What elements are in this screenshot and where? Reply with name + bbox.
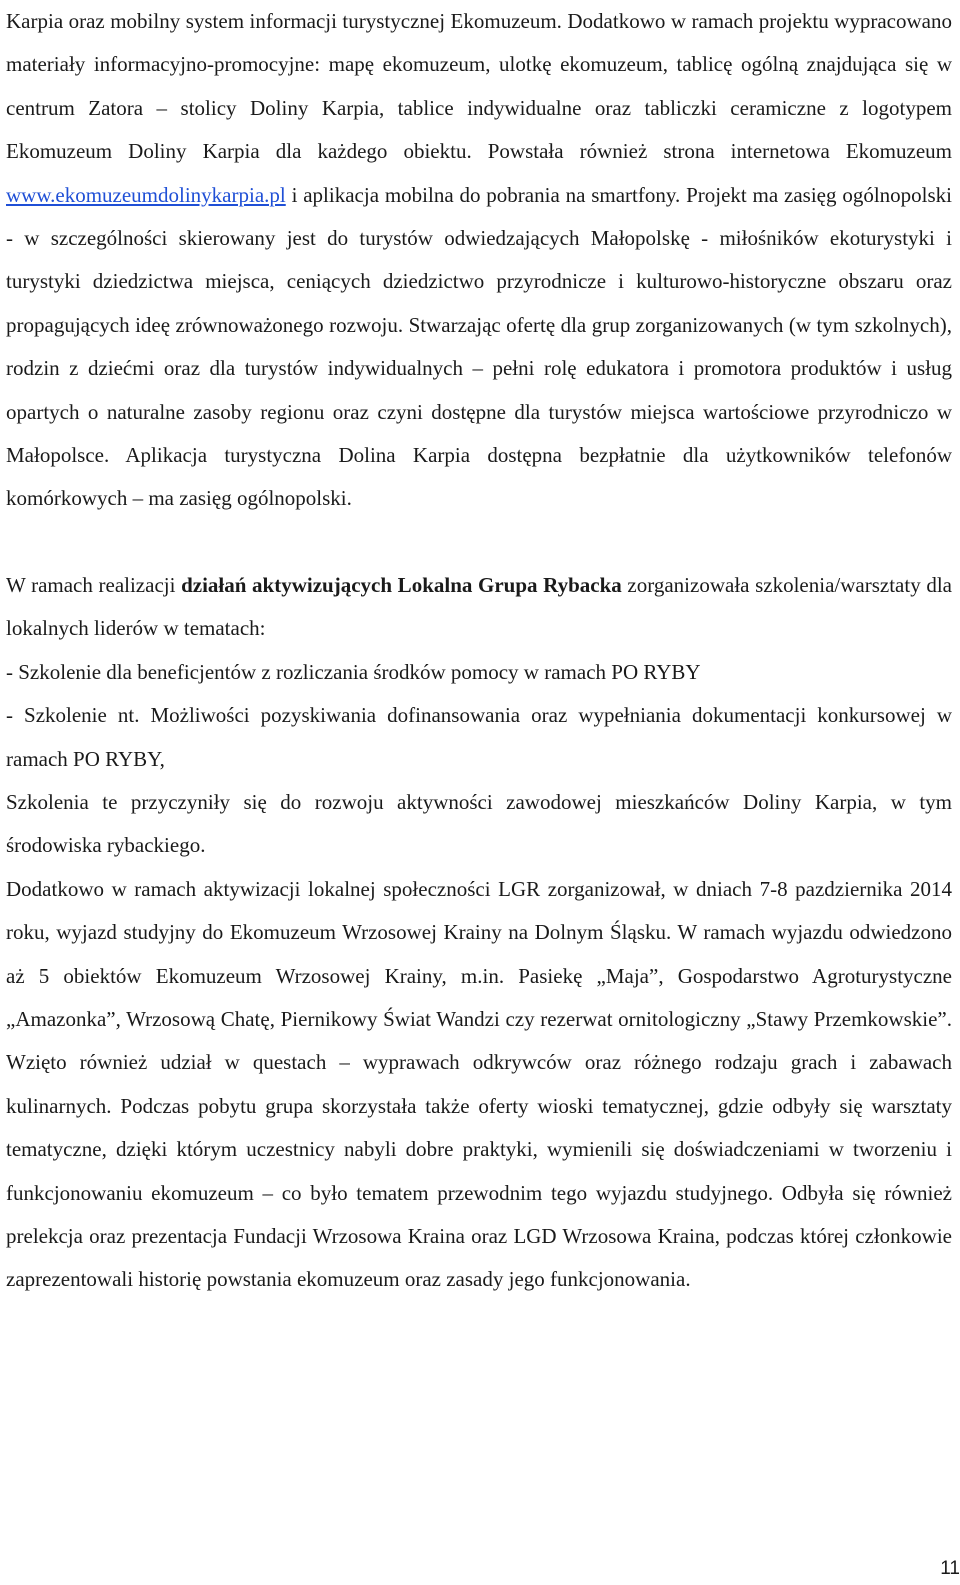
paragraph-spacer: [6, 521, 952, 564]
paragraph-szkolenia: Szkolenia te przyczyniły się do rozwoju aktywności zawodowej mieszkańców Doliny Karpia, w tym środowiska rybackiego.: [6, 789, 952, 858]
paragraph-dzialania: [6, 564, 952, 651]
paragraph-ekomuzeum-text-2: i aplikacja mobilna do pobrania na smartfony. Projekt ma zasięg ogólnopolski - w szczególności skierowany jest do turystów odwiedzających Małopolskę - miłośników ekoturystyki i turystyki dziedzictwa miejsca, ceniących dziedzictwo przyrodnicze i kulturowo-historyczne obszaru oraz propagujących ideę zrównoważonego rozwoju. Stwarzając ofertę dla grup zorganizowanych (w tym szkolnych), rodzin z dziećmi oraz dla turystów indywidualnych – pełni rolę edukatora i promotora produktów i usług opartych o naturalne zasoby regionu oraz czyni dostępne dla turystów miejsca wartościowe przyrodniczo w Małopolsce. Aplikacja turystyczna Dolina Karpia dostępna bezpłatnie dla użytkowników telefonów komórkowych – ma zasięg ogólnopolski.: [6, 182, 952, 511]
paragraph-ekomuzeum-text-1: Karpia oraz mobilny system informacji turystycznej Ekomuzeum. Dodatkowo w ramach projektu wypracowano materiały informacyjno-promocyjne: mapę ekomuzeum, ulotkę ekomuzeum, tablicę ogólną znajdująca się w centrum Zatora – stolicy Doliny Karpia, tablice indywidualne oraz tabliczki ceramiczne z logotypem Ekomuzeum Doliny Karpia dla każdego obiektu. Powstała również strona internetowa Ekomuzeum: [6, 9, 952, 164]
training-item-1: - Szkolenie dla beneficjentów z rozliczania środków pomocy w ramach PO RYBY: [6, 659, 701, 684]
document-page: [6, 0, 952, 1302]
page-number: 11: [940, 1558, 960, 1579]
paragraph-dzialania-text-2: zorganizowała szkolenia/warsztaty dla lokalnych liderów w tematach:: [6, 572, 952, 641]
paragraph-wyjazd-studyjny: Dodatkowo w ramach aktywizacji lokalnej społeczności LGR zorganizował, w dniach 7-8 pazdziernika 2014 roku, wyjazd studyjny do Ekomuzeum Wrzosowej Krainy na Dolnym Śląsku. W ramach wyjazdu odwiedzono aż 5 obiektów Ekomuzeum Wrzosowej Krainy, m.in. Pasiekę „Maja”, Gospodarstwo Agroturystyczne „Amazonka”, Wrzosową Chatę, Piernikowy Świat Wandzi czy rezerwat ornitologiczny „Stawy Przemkowskie”. Wzięto również udział w questach – wyprawach odkrywców oraz różnego rodzaju grach i zabawach kulinarnych. Podczas pobytu grupa skorzystała także oferty wioski tematycznej, gdzie odbyły się warsztaty tematyczne, dzięki którym uczestnicy nabyli dobre praktyki, wymienili się doświadczeniami w tworzeniu i funkcjonowaniu ekomuzeum – co było tematem przewodnim tego wyjazdu studyjnego. Odbyła się również prelekcja oraz prezentacja Fundacji Wrzosowa Kraina oraz LGD Wrzosowa Kraina, podczas której członkowie zaprezentowali historię powstania ekomuzeum oraz zasady jego funkcjonowania.: [6, 876, 952, 1292]
training-item-2: - Szkolenie nt. Możliwości pozyskiwania dofinansowania oraz wypełniania dokumentacji konkursowej w ramach PO RYBY,: [6, 703, 952, 771]
paragraph-ekomuzeum: [6, 0, 952, 521]
website-link[interactable]: www.ekomuzeumdolinykarpia.pl: [6, 182, 286, 207]
paragraph-dzialania-bold: działań aktywizujących Lokalna Grupa Rybacka: [181, 572, 622, 597]
paragraph-dzialania-text-1: W ramach realizacji: [6, 572, 182, 597]
